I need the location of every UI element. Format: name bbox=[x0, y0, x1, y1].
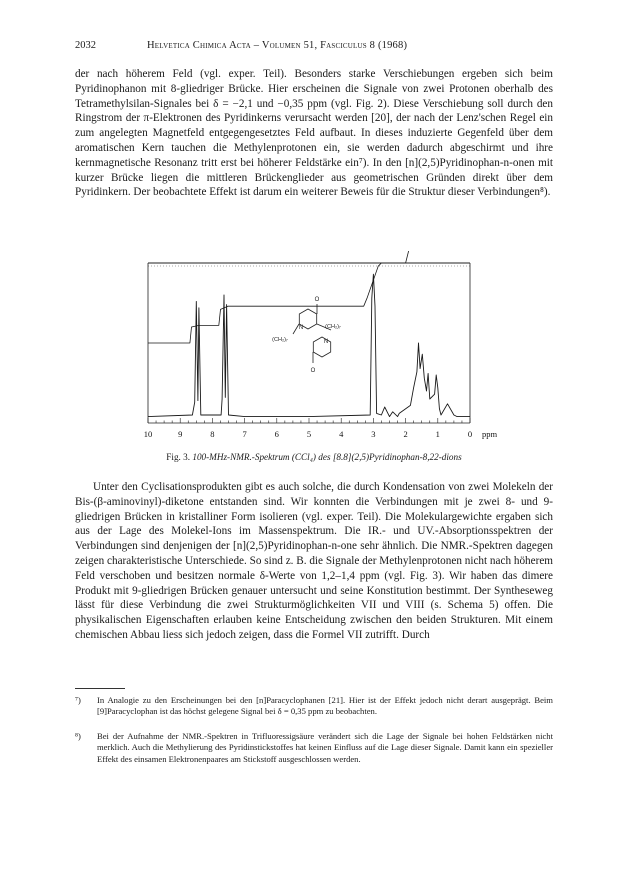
figure-caption-text: 100-MHz-NMR.-Spektrum (CCl₄) des [8.8](2,5)Pyridinophan-8,22-dions bbox=[192, 452, 462, 462]
integral-trace bbox=[148, 251, 464, 343]
body-paragraph-2: Unter den Cyclisationsprodukten gibt es auch solche, die durch Kondensation von zwei Molekeln der Bis-(β-aminovinyl)-diketone entstanden sind. Wir konnten die Verbindungen mit je zwei 8- und 9-gliedrigen Brücken in kristalliner Form isolieren (vgl. exper. Teil). Die Molekulargewichte ergaben sich aus der Lage des Molekel-Ions im Massenspektrum. Die IR.- und UV.-Absorptionsspektren der Verbindungen sind denjenigen der [n](2,5)Pyridinophan-n-one sehr ähnlich. Die NMR.-Spektren dagegen zeigen charakteristische Unterschiede. So sind z. B. die Signale der Methylenprotonen nicht nach höherem Feld verschoben und besitzen normale δ-Werte von 1,2–1,4 ppm (vgl. Fig. 3). Wir haben das dimere Produkt mit 9-gliedrigen Brücken genauer untersucht und seine Konstitution bestimmt. Der Syntheseweg lässt für diese Verbindung die zwei Strukturmöglichkeiten VII und VIII (s. Schema 5) offen. Die physikalischen Eigenschaften erlauben keine Entscheidung zwischen den beiden Strukturen. Mit einem chemischen Abbau liess sich jedoch zeigen, dass die Formel VII zutrifft. Durch bbox=[75, 481, 553, 641]
x-axis bbox=[144, 429, 498, 439]
footnote-7 bbox=[75, 695, 553, 718]
journal-title: Helvetica Chimica Acta – Volumen 51, Fasciculus 8 (1968) bbox=[147, 40, 408, 51]
structure-diagram bbox=[272, 297, 341, 374]
series-layer bbox=[148, 251, 470, 417]
x-tick-label: 0 bbox=[467, 429, 473, 439]
footnote-marker: ⁸) bbox=[75, 731, 81, 741]
chart-frame bbox=[148, 263, 470, 423]
x-tick-label: 3 bbox=[371, 429, 376, 439]
nmr-spectrum-chart bbox=[130, 251, 500, 451]
x-axis-label: ppm bbox=[482, 429, 498, 439]
structure-atom-label: N bbox=[323, 339, 329, 345]
footnote-marker: ⁷) bbox=[75, 695, 81, 705]
structure-label: (CH₂)₇ bbox=[325, 324, 341, 330]
structure-atom-label: O bbox=[314, 297, 320, 303]
x-tick-label: 1 bbox=[435, 429, 440, 439]
footnote-text: In Analogie zu den Erscheinungen bei den [n]Paracyclophanen [21]. Hier ist der Effekt jedoch nicht derart ausgeprägt. Beim [9]Paracyclophan ist das höchst gelegene Signal bei δ = 0,35 ppm zu beobachten. bbox=[97, 695, 553, 717]
x-tick-label: 7 bbox=[242, 429, 247, 439]
body-paragraph-1: der nach höherem Feld (vgl. exper. Teil). Besonders starke Verschiebungen ergeben sich beim Pyridinophanon mit 8-gliedriger Brücke. Hier erscheinen die Signale von zwei Protonen oberhalb des Tetramethylsilan-Signales bei δ = −2,1 und −0,35 ppm (vgl. Fig. 2). Diese Verschiebung soll durch den Ringstrom der π-Elektronen des Pyridinkerns verursacht werden [20], der nach der Lenz'schen Regel ein zum angelegten Magnetfeld entgegengesetztes Feld aufbaut. In dieses induzierte Gegenfeld über dem aromatischen Kern tauchen die Methylenprotonen ein, sie werden dadurch abgeschirmt und ihre kernmagnetische Resonanz tritt erst bei höherer Feldstärke ein⁷). In den [n](2,5)Pyridinophan-n-onen mit kurzer Brücke liegen die mittleren Brückenglieder aus geometrischen Gründen direkt über dem Pyridinkern. Der beobachtete Effekt ist darum ein weiterer Beweis für die Struktur dieser Verbindungen⁸). bbox=[75, 68, 553, 199]
structure-atom-label: N bbox=[298, 325, 304, 331]
structure-label: (CH₂)₇ bbox=[272, 337, 288, 343]
footnote-text: Bei der Aufnahme der NMR.-Spektren in Trifluoressigsäure verändert sich die Lage der Signale bei hohen Feldstärken nicht merklich. Auch die Methylierung des Pyridinstickstoffes hat keinen Einfluss auf die Lage dieser Signale. Damit kann ein spezieller Effekt des einsamen Elektronenpaares am Stickstoff ausgeschlossen werden. bbox=[97, 731, 553, 764]
x-tick-label: 5 bbox=[306, 429, 312, 439]
figure-caption bbox=[75, 452, 553, 462]
x-tick-label: 6 bbox=[274, 429, 279, 439]
structure-atom-label: O bbox=[310, 368, 316, 374]
x-tick-label: 8 bbox=[210, 429, 215, 439]
spectrum-trace bbox=[148, 274, 470, 416]
figure-caption-prefix: Fig. 3. bbox=[166, 452, 191, 462]
x-tick-label: 4 bbox=[339, 429, 344, 439]
x-tick-label: 10 bbox=[143, 429, 153, 439]
page-number: 2032 bbox=[75, 40, 96, 51]
running-header bbox=[75, 40, 553, 54]
footnote-8 bbox=[75, 731, 553, 765]
x-tick-label: 9 bbox=[178, 429, 183, 439]
footnote-rule bbox=[75, 688, 125, 689]
x-tick-label: 2 bbox=[403, 429, 408, 439]
